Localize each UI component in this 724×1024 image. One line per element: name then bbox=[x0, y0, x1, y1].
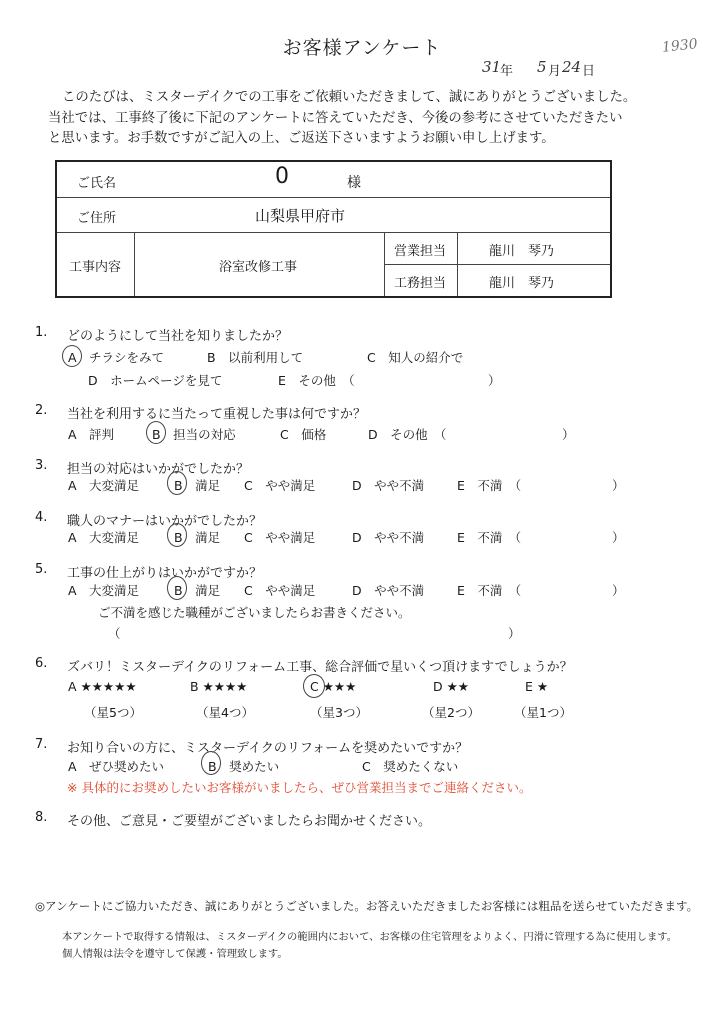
footer-privacy-line-2: 個人情報は法令を遵守して保護・管理致します。 bbox=[62, 948, 288, 960]
page-title: お客様アンケート bbox=[282, 37, 442, 59]
q5-close-paren: ） bbox=[612, 583, 625, 598]
q7-option-b[interactable]: B 奨めたい bbox=[208, 759, 280, 774]
q4-option-c[interactable]: C やや満足 bbox=[244, 530, 316, 545]
work-value: 浴室改修工事 bbox=[219, 260, 298, 275]
q3-number: 3. bbox=[35, 458, 48, 473]
q5-number: 5. bbox=[35, 562, 48, 577]
q3-option-c[interactable]: C やや満足 bbox=[244, 478, 316, 493]
date-month: 5 bbox=[537, 58, 547, 76]
customer-info-table bbox=[55, 160, 612, 298]
date-day-label: 日 bbox=[582, 64, 596, 79]
intro-line-2: 当社では、工事終了後に下記のアンケートに答えていただき、今後の参考にさせていただきたい bbox=[48, 110, 623, 126]
q5-comment-open-paren: （ bbox=[108, 626, 121, 641]
q5-option-d[interactable]: D やや不満 bbox=[352, 583, 425, 598]
name-suffix: 様 bbox=[347, 175, 361, 191]
q6-selection-circle bbox=[303, 674, 325, 698]
q7-number: 7. bbox=[35, 737, 48, 752]
q6-label-d: （星2つ） bbox=[422, 705, 480, 720]
intro-line-3: と思います。お手数ですがご記入の上、ご返送下さいますようお願い申し上げます。 bbox=[48, 131, 555, 146]
q2-selection-circle bbox=[146, 421, 166, 444]
q6-option-b[interactable]: B ★★★★ bbox=[190, 679, 248, 694]
q3-close-paren: ） bbox=[612, 478, 625, 493]
sales-label: 営業担当 bbox=[394, 244, 447, 259]
q7-text: お知り合いの方に、ミスターデイクのリフォームを奨めたいですか？ bbox=[67, 741, 469, 756]
q1-selection-circle bbox=[62, 345, 82, 367]
q1-option-e[interactable]: E その他 （ bbox=[278, 373, 355, 388]
q2-option-a[interactable]: A 評判 bbox=[68, 427, 115, 442]
q8-text: その他、ご意見・ご要望がございましたらお聞かせください。 bbox=[67, 814, 432, 829]
q4-option-b[interactable]: B 満足 bbox=[174, 530, 221, 545]
sales-value: 龍川 琴乃 bbox=[489, 244, 555, 259]
q1-text: どのようにして当社を知りましたか？ bbox=[67, 329, 289, 344]
footer-thanks: ◎アンケートにご協力いただき、誠にありがとうございました。お答えいただきましたお客様には粗品を送らせていただきます。 bbox=[35, 899, 699, 913]
work-label: 工事内容 bbox=[69, 260, 122, 275]
q5-option-a[interactable]: A 大変満足 bbox=[68, 583, 140, 598]
q3-text: 担当の対応はいかがでしたか？ bbox=[67, 462, 250, 477]
date-year-label: 年 bbox=[500, 64, 514, 79]
q5-option-b[interactable]: B 満足 bbox=[174, 583, 221, 598]
q4-option-e[interactable]: E 不満 （ bbox=[457, 530, 522, 545]
q6-text: ズバリ！ミスターデイクのリフォーム工事、総合評価で星いくつ頂けますでしょうか？ bbox=[67, 660, 573, 675]
q1-option-d[interactable]: D ホームページを見て bbox=[88, 373, 223, 388]
intro-line-1: このたびは、ミスターデイクでの工事をご依頼いただきまして、誠にありがとうございました。 bbox=[62, 90, 637, 105]
q2-text: 当社を利用するに当たって重視した事は何ですか？ bbox=[67, 407, 367, 422]
q4-text: 職人のマナーはいかがでしたか？ bbox=[67, 514, 263, 529]
q1-option-b[interactable]: B 以前利用して bbox=[207, 350, 304, 365]
q5-selection-circle bbox=[167, 576, 187, 600]
q1-option-c[interactable]: C 知人の紹介で bbox=[367, 350, 464, 365]
q6-option-c[interactable]: C ★★★ bbox=[310, 679, 357, 694]
q6-label-e: （星1つ） bbox=[514, 705, 572, 720]
q3-option-b[interactable]: B 満足 bbox=[174, 478, 221, 493]
q3-selection-circle bbox=[167, 471, 187, 495]
q1-close-paren: ） bbox=[488, 373, 501, 388]
q7-option-c[interactable]: C 奨めたくない bbox=[362, 759, 459, 774]
q1-option-a[interactable]: A チラシをみて bbox=[68, 350, 165, 365]
q2-number: 2. bbox=[35, 403, 48, 418]
q5-option-c[interactable]: C やや満足 bbox=[244, 583, 316, 598]
footer-privacy-line-1: 本アンケートで取得する情報は、ミスターデイクの範囲内において、お客様の住宅管理をよりよく、円滑に管理する為に使用します。 bbox=[62, 931, 678, 943]
q6-label-b: （星4つ） bbox=[196, 705, 254, 720]
q2-option-c[interactable]: C 価格 bbox=[280, 427, 327, 442]
q6-label-a: （星5つ） bbox=[84, 705, 142, 720]
q5-option-e[interactable]: E 不満 （ bbox=[457, 583, 522, 598]
name-value: 0 bbox=[275, 164, 289, 189]
q4-option-a[interactable]: A 大変満足 bbox=[68, 530, 140, 545]
construction-label: 工務担当 bbox=[394, 276, 447, 291]
q7-option-a[interactable]: A ぜひ奨めたい bbox=[68, 759, 165, 774]
q6-label-c: （星3つ） bbox=[310, 705, 368, 720]
date-month-label: 月 bbox=[548, 64, 562, 79]
q2-close-paren: ） bbox=[562, 427, 575, 442]
q5-comment-close-paren: ） bbox=[508, 626, 521, 641]
corner-handwritten-number: 1930 bbox=[661, 36, 699, 56]
q4-close-paren: ） bbox=[612, 530, 625, 545]
q6-number: 6. bbox=[35, 656, 48, 671]
q7-selection-circle bbox=[201, 751, 221, 775]
q6-option-a[interactable]: A ★★★★★ bbox=[68, 679, 137, 694]
date-day: 24 bbox=[562, 58, 582, 76]
q1-number: 1. bbox=[35, 325, 48, 340]
construction-value: 龍川 琴乃 bbox=[489, 276, 555, 291]
q4-number: 4. bbox=[35, 510, 48, 525]
q2-option-b[interactable]: B 担当の対応 bbox=[152, 427, 236, 442]
q3-option-d[interactable]: D やや不満 bbox=[352, 478, 425, 493]
q3-option-a[interactable]: A 大変満足 bbox=[68, 478, 140, 493]
q6-option-e[interactable]: E ★ bbox=[525, 679, 549, 694]
date-year: 31 bbox=[482, 58, 502, 76]
q4-option-d[interactable]: D やや不満 bbox=[352, 530, 425, 545]
intro-text bbox=[48, 88, 637, 150]
q3-option-e[interactable]: E 不満 （ bbox=[457, 478, 522, 493]
address-value: 山梨県甲府市 bbox=[255, 207, 346, 225]
q5-text: 工事の仕上がりはいかがですか？ bbox=[67, 566, 263, 581]
q5-sub-prompt: ご不満を感じた職種がございましたらお書きください。 bbox=[98, 605, 411, 620]
q2-option-d[interactable]: D その他 （ bbox=[368, 427, 447, 442]
q7-note: ※ 具体的にお奨めしたいお客様がいましたら、ぜひ営業担当までご連絡ください。 bbox=[67, 780, 532, 795]
q4-selection-circle bbox=[167, 523, 187, 547]
q8-number: 8. bbox=[35, 810, 48, 825]
q6-option-d[interactable]: D ★★ bbox=[433, 679, 470, 694]
address-label: ご住所 bbox=[77, 211, 117, 226]
name-label: ご氏名 bbox=[77, 176, 117, 191]
